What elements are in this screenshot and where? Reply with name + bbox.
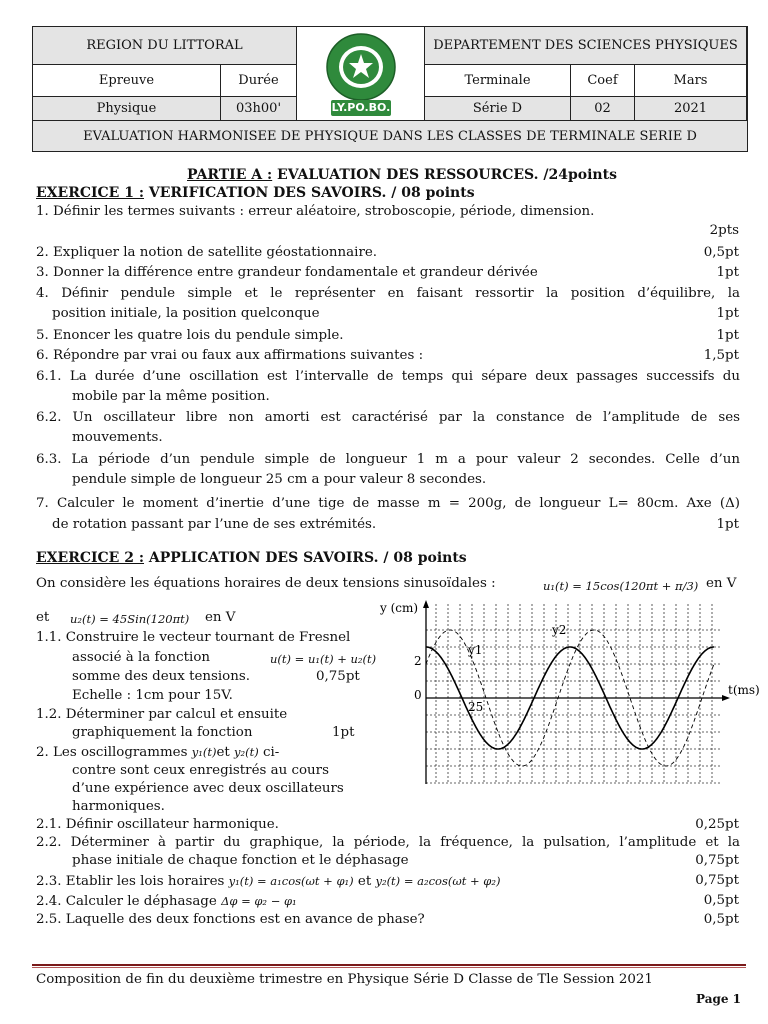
coef-cell — [571, 97, 635, 121]
ex2-q11-line3: somme des deux tensions. — [72, 669, 250, 684]
serie-text: Série D — [472, 101, 523, 116]
partie-a-title — [187, 167, 617, 183]
page-number: Page 1 — [696, 992, 742, 1006]
ex2-label: EXERCICE 2 : — [36, 550, 145, 566]
duree-text: 03h00' — [235, 101, 282, 116]
ex2-q24-text: 2.4. Calculer le déphasage — [36, 894, 217, 909]
region-text: REGION DU LITTORAL — [86, 38, 243, 53]
classe-cell — [425, 65, 571, 97]
ex1-q1-points: 2pts — [709, 223, 739, 238]
mois-text: Mars — [673, 73, 708, 88]
ex2-q21: 2.1. Définir oscillateur harmonique. — [36, 817, 279, 832]
ex1-q4-line1: 4. Définir pendule simple et le représenter en faisant ressortir la position d’équilibre, la — [36, 286, 740, 301]
coef-label: Coef — [587, 73, 618, 88]
ex2-q2-et: et — [216, 745, 230, 760]
ex2-q12-line1: 1.2. Déterminer par calcul et ensuite — [36, 707, 288, 722]
matiere-cell — [33, 97, 221, 121]
footer-rule-thin — [32, 967, 746, 968]
x-axis-label: t(ms) — [728, 683, 760, 697]
x-tick-label-25: 25 — [468, 700, 484, 714]
ex2-q25-points: 0,5pt — [703, 912, 739, 927]
y2-law: y₂(t) = a₂cos(ωt + φ₂) — [375, 874, 501, 888]
ex2-q2-line3: d’une expérience avec deux oscillateurs — [72, 781, 344, 796]
y-axis-label: y (cm) — [380, 601, 419, 615]
classe-text: Terminale — [464, 73, 531, 88]
ex1-q7-line1: 7. Calculer le moment d’inertie d’une tige de masse m = 200g, de longueur L= 80cm. Axe (Δ) — [36, 496, 740, 511]
y-axis-arrow — [423, 600, 429, 608]
ex2-q23-text: 2.3. Etablir les lois horaires — [36, 874, 225, 889]
ex2-q2-text: 2. Les oscillogrammes — [36, 745, 188, 760]
u-sum-equation: u(t) = u₁(t) + u₂(t) — [270, 652, 377, 666]
footer-rule — [32, 964, 746, 966]
dphi-equation: Δφ = φ₂ − φ₁ — [221, 894, 297, 908]
ex1-q7-points: 1pt — [716, 517, 739, 532]
ex2-q24-points: 0,5pt — [703, 893, 739, 908]
ex2-et: et — [36, 610, 50, 625]
banner-text: EVALUATION HARMONISEE DE PHYSIQUE DANS LES CLASSES DE TERMINALE SERIE D — [83, 128, 697, 144]
ex1-title — [36, 185, 475, 201]
ex2-q11-line2: associé à la fonction — [72, 650, 211, 665]
logo-ring-text: LYCÉE POLYVALENT DE BONABERI — [319, 29, 403, 35]
ex1-q4-line2: position initiale, la position quelconque — [52, 306, 320, 321]
mois-cell — [635, 65, 747, 97]
coef-label-cell — [571, 65, 635, 97]
ex2-q11-scale: Echelle : 1cm pour 15V. — [72, 688, 233, 703]
u1-equation: u₁(t) = 15cos(120πt + π/3) — [543, 579, 699, 593]
departement-cell — [425, 27, 747, 65]
logo-text: LY.PO.BO. — [331, 101, 391, 114]
ex2-q11-line1: 1.1. Construire le vecteur tournant de Fresnel — [36, 630, 351, 645]
ex1-q7-line2: de rotation passant par l’une de ses extrémités. — [52, 517, 377, 532]
y1-law: y₁(t) = a₁cos(ωt + φ₁) — [228, 874, 354, 888]
ex2-q22-line2: phase initiale de chaque fonction et le déphasage — [72, 853, 409, 868]
u1-unit: en V — [706, 576, 737, 591]
epreuve-label-cell — [33, 65, 221, 97]
school-logo — [297, 27, 425, 121]
region-cell — [33, 27, 297, 65]
ex2-q12-points: 1pt — [332, 725, 355, 740]
duree-label: Durée — [238, 73, 279, 88]
ex2-q11-points: 0,75pt — [316, 669, 360, 684]
ex1-q61-line2: mobile par la même position. — [72, 389, 270, 404]
chart-axes — [423, 600, 730, 784]
ex2-q2-line4: harmoniques. — [72, 799, 165, 814]
y-tick-label-0: 0 — [414, 688, 422, 702]
y-tick-label-2: 2 — [414, 654, 422, 668]
ex1-q4-points: 1pt — [716, 306, 739, 321]
matiere-text: Physique — [96, 101, 157, 116]
ex1-q63-line2: pendule simple de longueur 25 cm a pour valeur 8 secondes. — [72, 472, 487, 487]
ex1-q61-line1: 6.1. La durée d’une oscillation est l’intervalle de temps qui sépare deux passages successifs du — [36, 369, 740, 384]
ex2-q23 — [36, 873, 500, 890]
ex1-q2: 2. Expliquer la notion de satellite géostationnaire. — [36, 245, 378, 260]
duree-cell — [221, 97, 297, 121]
partie-a-label: PARTIE A : — [187, 167, 273, 183]
duree-label-cell — [221, 65, 297, 97]
ex2-q12-line2: graphiquement la fonction — [72, 725, 253, 740]
header-table — [32, 26, 748, 152]
epreuve-label: Epreuve — [98, 73, 155, 88]
ex2-q22-points: 0,75pt — [695, 853, 739, 868]
ex2-text: APPLICATION DES SAVOIRS. / 08 points — [144, 550, 467, 566]
ex1-q62-line2: mouvements. — [72, 430, 163, 445]
ex2-q2-line2: contre sont ceux enregistrés au cours — [72, 763, 329, 778]
annee-text: 2021 — [673, 101, 708, 116]
ex2-intro: On considère les équations horaires de deux tensions sinusoïdales : — [36, 576, 496, 591]
ex2-q25: 2.5. Laquelle des deux fonctions est en avance de phase? — [36, 912, 425, 927]
serie-cell — [425, 97, 571, 121]
y1t-symbol: y₁(t) — [191, 745, 217, 759]
ex1-q1: 1. Définir les termes suivants : erreur aléatoire, stroboscopie, période, dimension. — [36, 204, 595, 219]
y2t-symbol: y₂(t) — [234, 745, 259, 759]
ex1-label: EXERCICE 1 : — [36, 185, 145, 201]
ex1-q3-points: 1pt — [716, 265, 739, 280]
ex2-q2-ci: ci- — [262, 745, 280, 760]
ex2-q22-line1: 2.2. Déterminer à partir du graphique, la période, la fréquence, la pulsation, l’amplitude et la — [36, 835, 740, 850]
ex1-q6-points: 1,5pt — [703, 348, 739, 363]
ex2-q2-line1 — [36, 744, 279, 761]
ex2-title — [36, 550, 467, 566]
banner-cell — [33, 121, 747, 151]
u2-equation: u₂(t) = 45Sin(120πt) — [70, 612, 190, 626]
ex1-q5: 5. Enoncer les quatre lois du pendule simple. — [36, 328, 344, 343]
coef-text: 02 — [594, 101, 611, 116]
partie-a-text: EVALUATION DES RESSOURCES. /24points — [272, 167, 617, 183]
departement-text: DEPARTEMENT DES SCIENCES PHYSIQUES — [433, 38, 738, 53]
ex1-q62-line1: 6.2. Un oscillateur libre non amorti est caractérisé par la constance de l’amplitude de ses — [36, 410, 740, 425]
ex1-text: VERIFICATION DES SAVOIRS. / 08 points — [144, 185, 475, 201]
oscillogram-chart — [376, 598, 768, 788]
u2-unit: en V — [205, 610, 236, 625]
ex1-q3: 3. Donner la différence entre grandeur fondamentale et grandeur dérivée — [36, 265, 538, 280]
ex1-q6: 6. Répondre par vrai ou faux aux affirmations suivantes : — [36, 348, 424, 363]
ex2-q23-points: 0,75pt — [695, 873, 739, 888]
annee-cell — [635, 97, 747, 121]
series-label-y1: y1 — [468, 643, 483, 657]
ex2-q24 — [36, 893, 297, 910]
ex2-q23-et: et — [357, 874, 372, 889]
ex1-q2-points: 0,5pt — [703, 245, 739, 260]
ex2-q21-points: 0,25pt — [695, 817, 739, 832]
series-label-y2: y2 — [552, 623, 567, 637]
footer-text: Composition de fin du deuxième trimestre en Physique Série D Classe de Tle Session 2021 — [36, 972, 653, 987]
ex1-q5-points: 1pt — [716, 328, 739, 343]
ex1-q63-line1: 6.3. La période d’un pendule simple de longueur 1 m a pour valeur 2 secondes. Celle d’un — [36, 452, 740, 467]
